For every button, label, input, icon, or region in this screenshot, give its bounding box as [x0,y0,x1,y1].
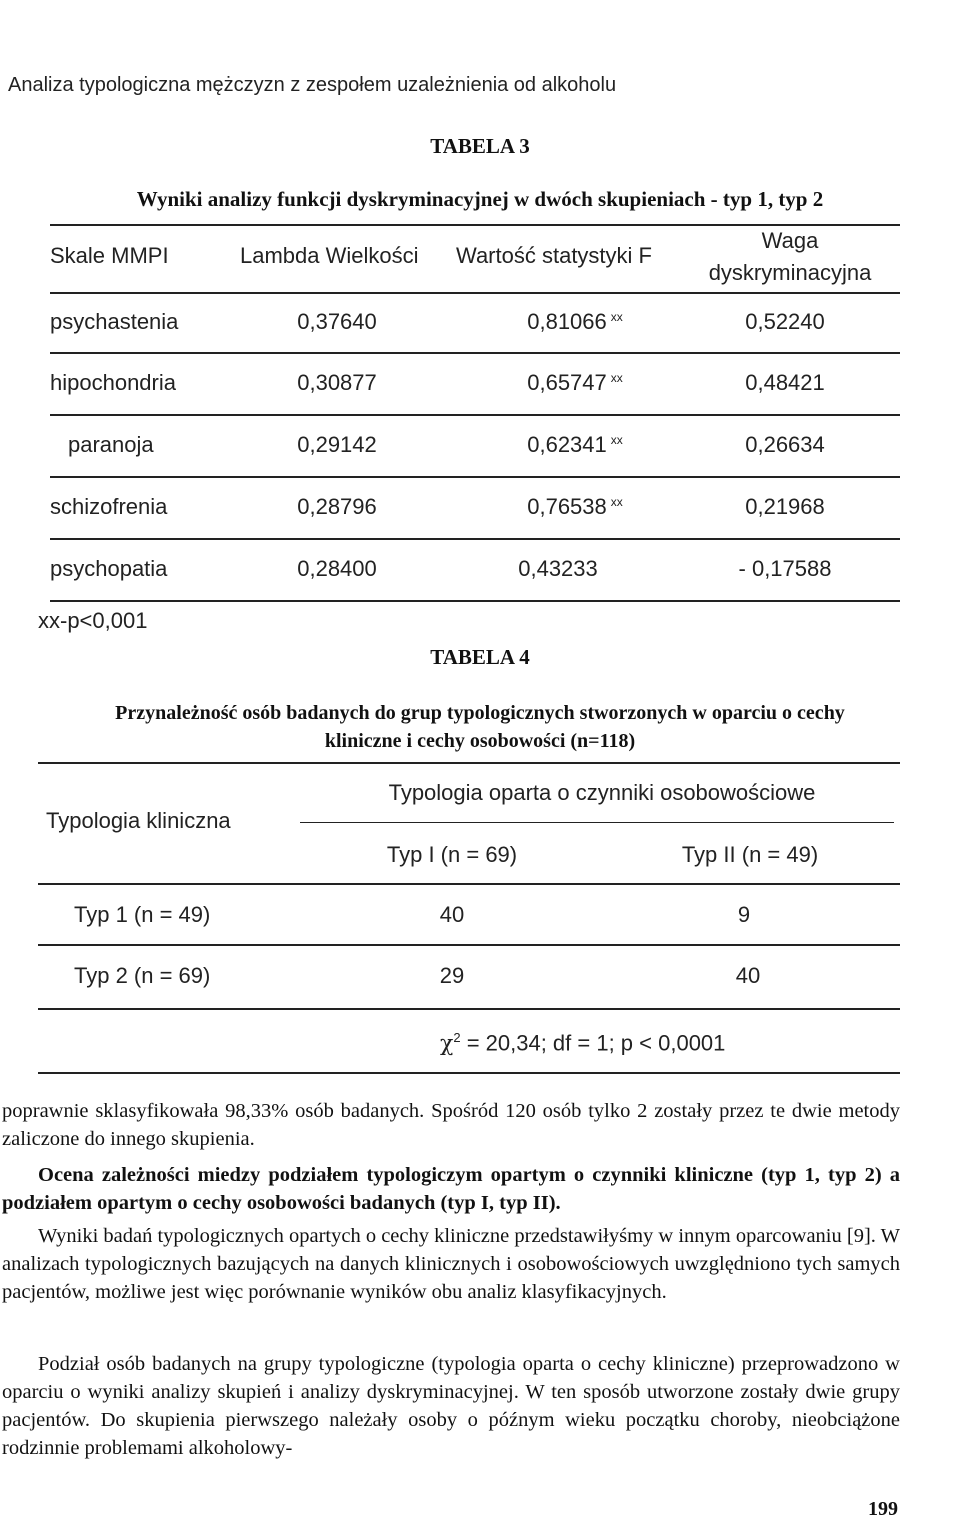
table4-group-rule [300,822,894,823]
table3-row-f: 0,76538 $^{xx}$ [527,494,623,519]
table3-row-lambda: 0,29142 [297,432,377,457]
table3-row-weight: 0,26634 [745,432,825,457]
table4-top-rule [38,762,900,764]
table3-top-rule [50,224,900,226]
running-header: Analiza typologiczna mężczyzn z zespołem uzależnienia od alkoholu [8,74,617,96]
paragraph-2: Wyniki badań typologicznych opartych o cechy kliniczne przedstawiłyśmy w innym oparcowaniu [9]. W analizach typologicznych bazujących na danych klinicznych i osobowościowych uwzględniono tych samych pacjentów, możliwe jest więc porównanie wyników obu analiz klasyfikacyjnych. [2,1225,900,1303]
table3-row-f: 0,81066 $^{xx}$ [527,309,623,334]
table4-col1: Typ I (n = 69) [386,842,518,867]
table4-col2: Typ II (n = 49) [681,842,819,867]
paragraph-1: poprawnie sklasyfikowała 98,33% osób badanych. Spośród 120 osób tylko 2 zostały przez te dwie metody zaliczone do innego skupienia. [2,1100,900,1150]
table3-row-weight: 0,21968 [745,494,825,519]
table4-row-rule [38,944,900,946]
table4-bottom-rule [38,1072,900,1074]
table3-row-rule [50,476,900,478]
table4-caption-line2: kliniczne i cechy osobowości (n=118) [324,730,636,752]
table3-row-scale: paranoja [68,432,154,457]
paragraph-3: Podział osób badanych na grupy typologiczne (typologia oparta o cechy kliniczne) przeprowadzono w oparciu o wyniki analizy skupień i analizy dyskryminacyjnej. W ten sposób utworzone zostały dwie grupy pacjentów. Do skupienia pierwszego należały osoby o późnym wieku początku choroby, nieobciążone rodzinnie problemami alkoholowy- [2,1353,900,1459]
table4-row-v2: 40 [735,963,761,988]
table4-row-label: Typ 2 (n = 69) [74,963,211,988]
table3-header-lambda: Lambda Wielkości [240,243,419,268]
table3-row-f: 0,43233 [518,556,598,581]
table3-row-scale: psychopatia [50,556,168,581]
table3-caption: Wyniki analizy funkcji dyskryminacyjnej w dwóch skupieniach - typ 1, typ 2 [136,187,824,211]
table3-row-scale: hipochondria [50,370,176,395]
table3-row-scale: schizofrenia [50,494,168,519]
table3-bottom-rule [50,600,900,602]
section-heading: Ocena zależności miedzy podziałem typologiczym opartym o czynniki kliniczne (typ 1, typ 2) a podziałem opartym o cechy osobowości badanych (typ I, typ II). [2,1164,900,1214]
table3-row-lambda: 0,37640 [297,309,377,334]
table4-col-group: Typologia oparta o czynniki osobowościowe [388,780,816,805]
table3-header-f: Wartość statystyki F [456,243,652,268]
table4-row-v2: 9 [737,902,751,927]
table4-row-rule [38,1008,900,1010]
table3-row-rule [50,352,900,354]
table4-row-label: Typ 1 (n = 49) [74,902,211,927]
table4-row-v1: 29 [439,963,465,988]
table3-header-scale: Skale MMPI [50,243,169,268]
table3-row-rule [50,414,900,416]
table4-caption-line1: Przynależność osób badanych do grup typologicznych stworzonych w oparciu o cechy [115,702,845,724]
table4-header-rule [38,883,900,885]
table3-row-lambda: 0,28400 [297,556,377,581]
table3-row-lambda: 0,28796 [297,494,377,519]
table3-row-f: 0,62341 $^{xx}$ [527,432,623,457]
table4-row-header: Typologia kliniczna [46,808,231,833]
table4-stats: $\chi^2 = 20,34$; df = 1; p < 0,0001 [440,1030,726,1057]
table3-row-scale: psychastenia [50,309,179,334]
table3-header-rule [50,292,900,294]
table3-row-rule [50,538,900,540]
table3-label: TABELA 3 [430,134,530,158]
table3-header-weight-2: dyskryminacyjna [708,260,872,285]
table3-row-weight: 0,48421 [745,370,825,395]
table4-label: TABELA 4 [430,645,530,669]
table3-header-weight: Waga [761,228,819,253]
table3-row-weight: - 0,17588 [738,556,832,581]
table4-row-v1: 40 [439,902,465,927]
table3-footnote: xx-p<0,001 [38,608,148,633]
table3-row-weight: 0,52240 [745,309,825,334]
table3-row-f: 0,65747 $^{xx}$ [527,370,623,395]
page-number: 199 [868,1498,898,1520]
table3-row-lambda: 0,30877 [297,370,377,395]
